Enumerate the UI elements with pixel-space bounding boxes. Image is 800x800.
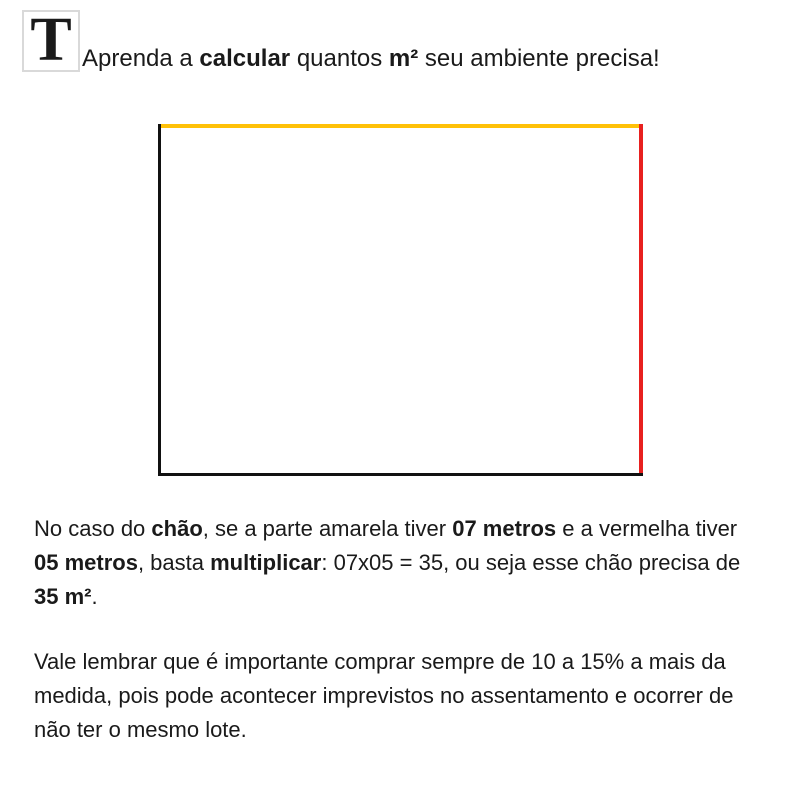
p1-text-6: .	[91, 584, 98, 609]
p1-text-5: : 07x05 = 35, ou seja esse chão precisa de	[321, 550, 741, 575]
p1-bold-07-metros: 07 metros	[452, 516, 557, 541]
headline-part-2: quantos	[290, 45, 389, 72]
p1-bold-35-m2: 35 m²	[34, 584, 92, 609]
p1-text-4: , basta	[137, 550, 211, 575]
headline-bold-calcular: calcular	[199, 45, 291, 72]
floor-rectangle	[158, 124, 643, 476]
p1-text-3: e a vermelha tiver	[556, 516, 738, 541]
headline-part-3: seu ambiente precisa!	[418, 45, 660, 72]
logo-letter: T	[30, 6, 72, 74]
p1-bold-multiplicar: multiplicar	[210, 550, 322, 575]
p1-text-2: , se a parte amarela tiver	[202, 516, 453, 541]
paragraph-note: Vale lembrar que é importante comprar sempre de 10 a 15% a mais da medida, pois pode acontecer imprevistos no assentamento e ocorrer de não ter o mesmo lote.	[34, 649, 734, 742]
room-area-diagram	[130, 118, 650, 483]
rectangle-top-side-yellow	[158, 124, 643, 128]
p1-bold-chao: chão	[151, 516, 203, 541]
p1-text-1: No caso do	[34, 516, 152, 541]
headline-part-1: Aprenda a	[82, 45, 200, 72]
page-title	[82, 44, 660, 74]
headline-bold-m2: m²	[388, 45, 419, 72]
rectangle-right-side-red	[639, 124, 643, 476]
p1-bold-05-metros: 05 metros	[34, 550, 138, 575]
rectangle-bottom-side	[158, 473, 643, 476]
paragraph-calculation	[34, 512, 754, 614]
rectangle-left-side	[158, 124, 161, 476]
brand-logo	[22, 6, 80, 74]
